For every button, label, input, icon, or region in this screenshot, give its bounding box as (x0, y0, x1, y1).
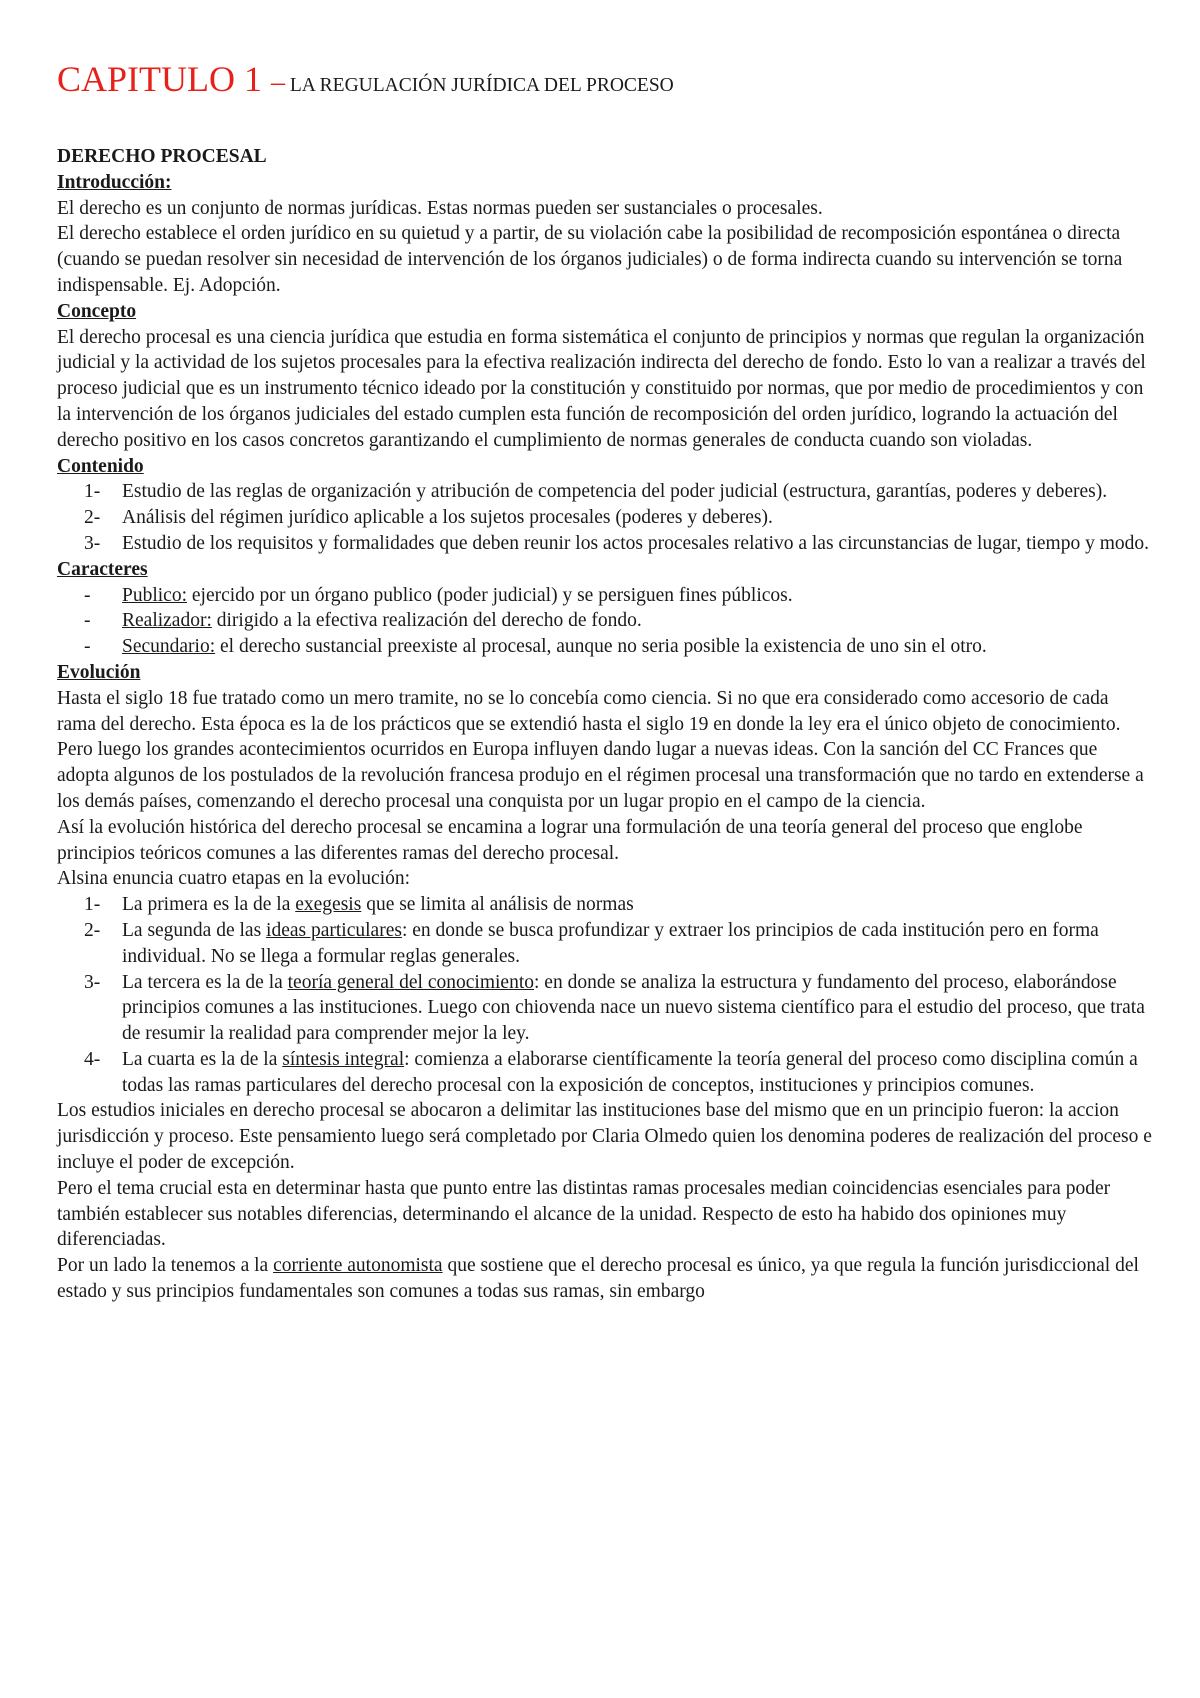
evolucion-paragraph (57, 1253, 1152, 1305)
list-marker: 2- (84, 919, 101, 941)
list-item-term: ideas particulares (266, 919, 402, 941)
paragraph-term: corriente autonomista (273, 1255, 443, 1277)
document-body (57, 144, 1152, 1305)
paragraph-text: que sostiene que el derecho procesal es único, ya que regula la función jurisdiccional del estado y sus principios fundamentales son comunes a todas sus ramas, sin embargo (57, 1255, 1139, 1303)
list-item (57, 479, 1152, 505)
caracteres-list (57, 583, 1152, 660)
caracteres-heading: Caracteres (57, 558, 148, 580)
list-item-text: : en donde se busca profundizar y extraer los principios de cada institución pero en forma individual. No se llega a formular reglas generales. (122, 919, 1099, 967)
list-marker: - (84, 584, 91, 606)
list-item-text: dirigido a la efectiva realización del derecho de fondo. (211, 610, 642, 632)
list-item (57, 970, 1152, 1047)
list-item-term: exegesis (295, 894, 362, 916)
introduccion-paragraph: El derecho establece el orden jurídico en su quietud y a partir, de su violación cabe la posibilidad de recomposición espontánea o directa (cuando se puedan resolver sin necesidad de intervención de los órganos judiciales) o de forma indirecta cuando su intervención se torna indispensable. Ej. Adopción. (57, 223, 1123, 296)
list-item-text: : en donde se analiza la estructura y fundamento del proceso, elaborándose principios comunes a las instituciones. Luego con chiovenda nace un nuevo sistema científico para el estudio del proceso, que trata de resumir la realidad para comprender mejor la ley. (122, 971, 1145, 1045)
list-item-term: Realizador: (122, 610, 212, 632)
list-item (57, 583, 1152, 609)
section-heading: DERECHO PROCESAL (57, 146, 267, 167)
list-marker: 2- (84, 507, 101, 529)
list-item-text: que se limita al análisis de normas (361, 894, 634, 916)
list-item-text: : comienza a elaborarse científicamente la teoría general del proceso como disciplina común a todas las ramas particulares del derecho procesal con la exposición de conceptos, instituciones y principios comunes. (122, 1048, 1138, 1096)
concepto-heading: Concepto (57, 300, 137, 322)
chapter-title-main: CAPITULO 1 (57, 59, 271, 99)
evolucion-heading: Evolución (57, 661, 141, 683)
concepto-paragraph: El derecho procesal es una ciencia jurídica que estudia en forma sistemática el conjunto de principios y normas que regulan la organización judicial y la actividad de los sujetos procesales para la efectiva realización indirecta del derecho de fondo. Esto lo van a realizar a través del proceso judicial que es un instrumento técnico ideado por la constitución y constituido por normas, que por medio de procedimientos y con la intervención de los órganos judiciales del estado cumplen esta función de recomposición del orden jurídico, logrando la actuación del derecho positivo en los casos concretos garantizando el cumplimiento de normas generales de conducta cuando son violadas. (57, 326, 1146, 451)
list-item (57, 531, 1152, 557)
list-item (57, 505, 1152, 531)
chapter-title-dash: – (271, 67, 285, 98)
list-item-text: Estudio de las reglas de organización y atribución de competencia del poder judicial (estructura, garantías, poderes y deberes). (122, 481, 1108, 503)
list-item-term: teoría general del conocimiento (287, 971, 534, 993)
list-item-text: el derecho sustancial preexiste al procesal, aunque no seria posible la existencia de uno sin el otro. (215, 636, 987, 658)
evolucion-paragraph: Hasta el siglo 18 fue tratado como un mero tramite, no se lo concebía como ciencia. Si no que era considerado como accesorio de cada rama del derecho. Esta época es la de los prácticos que se extendió hasta el siglo 19 en donde la ley era el único objeto de conocimiento. Pero luego los grandes acontecimientos ocurridos en Europa influyen dando lugar a nuevas ideas. Con la sanción del CC Frances que adopta algunos de los postulados de la revolución francesa produjo en el régimen procesal una transformación que no tardo en extenderse a los demás países, comenzando el derecho procesal una conquista por un lugar propio en el campo de la ciencia. (57, 687, 1144, 812)
introduccion-heading: Introducción: (57, 171, 172, 193)
list-item-text: La primera es la de la (122, 894, 296, 916)
evolucion-paragraph: Pero el tema crucial esta en determinar hasta que punto entre las distintas ramas procesales median coincidencias esenciales para poder también establecer sus notables diferencias, determinando el alcance de la unidad. Respecto de esto ha habido dos opiniones muy diferenciadas. (57, 1177, 1111, 1251)
paragraph-text: Por un lado la tenemos a la (57, 1255, 274, 1277)
list-marker: - (84, 610, 91, 632)
list-marker: 1- (84, 481, 101, 503)
etapas-list (57, 892, 1152, 1098)
list-item-text: La cuarta es la de la (122, 1048, 283, 1070)
list-item (57, 608, 1152, 634)
list-item-text: ejercido por un órgano publico (poder judicial) y se persiguen fines públicos. (187, 584, 793, 606)
list-marker: 3- (84, 971, 101, 993)
list-item-text: Estudio de los requisitos y formalidades que deben reunir los actos procesales relativo a las circunstancias de lugar, tiempo y modo. (122, 532, 1150, 554)
list-marker: 1- (84, 894, 101, 916)
list-item (57, 918, 1152, 970)
contenido-heading: Contenido (57, 455, 144, 477)
evolucion-paragraph: Los estudios iniciales en derecho procesal se abocaron a delimitar las instituciones base del mismo que en un principio fueron: la accion jurisdicción y proceso. Este pensamiento luego será completado por Claria Olmedo quien los denomina poderes de realización del proceso e incluye el poder de excepción. (57, 1100, 1152, 1174)
list-item (57, 1047, 1152, 1099)
chapter-title (57, 58, 674, 100)
list-item-text: La tercera es la de la (122, 971, 288, 993)
evolucion-paragraph: Alsina enuncia cuatro etapas en la evolución: (57, 868, 411, 890)
list-item (57, 892, 1152, 918)
contenido-list (57, 479, 1152, 556)
list-item-text: Análisis del régimen jurídico aplicable a los sujetos procesales (poderes y deberes). (122, 507, 773, 529)
introduccion-paragraph: El derecho es un conjunto de normas jurídicas. Estas normas pueden ser sustanciales o procesales. (57, 197, 823, 219)
list-marker: - (84, 636, 91, 658)
list-item-term: síntesis integral (282, 1048, 405, 1070)
evolucion-paragraph: Así la evolución histórica del derecho procesal se encamina a lograr una formulación de una teoría general del proceso que englobe principios teóricos comunes a las diferentes ramas del derecho procesal. (57, 816, 1083, 864)
list-marker: 3- (84, 532, 101, 554)
list-item (57, 634, 1152, 660)
list-item-term: Publico: (122, 584, 188, 606)
list-item-term: Secundario: (122, 636, 216, 658)
chapter-subtitle: LA REGULACIÓN JURÍDICA DEL PROCESO (285, 75, 674, 96)
list-marker: 4- (84, 1048, 101, 1070)
list-item-text: La segunda de las (122, 919, 267, 941)
